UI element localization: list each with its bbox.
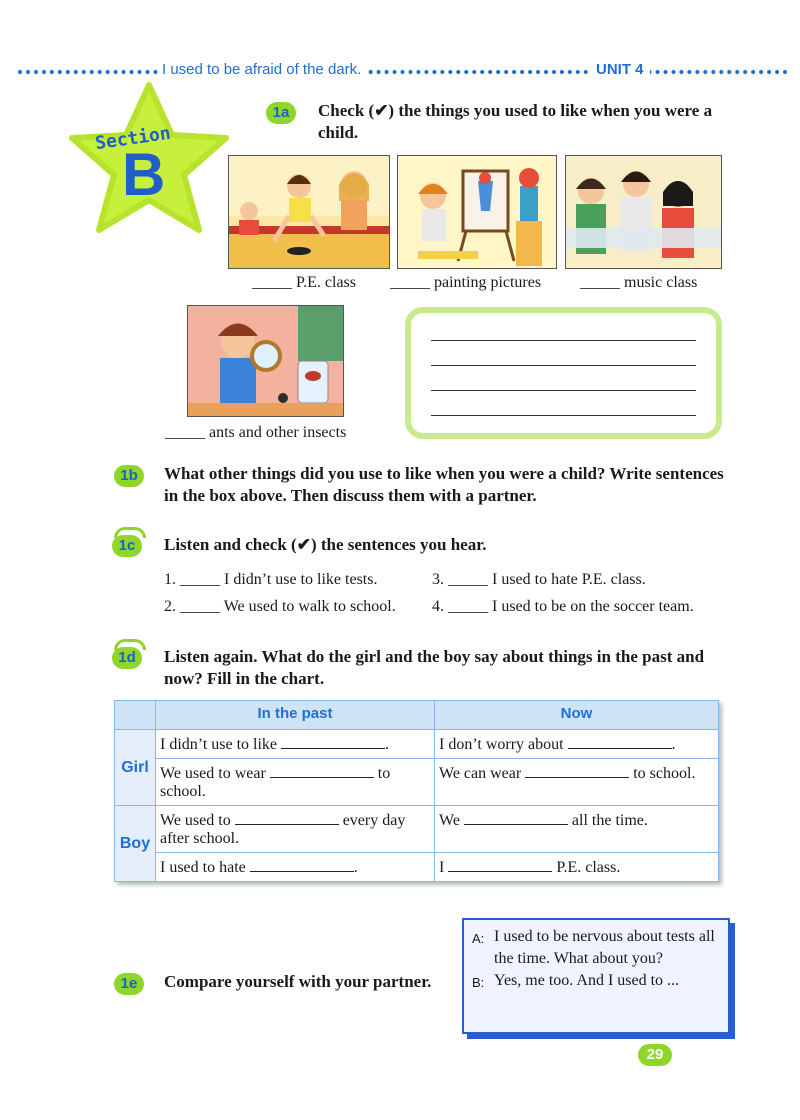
sentence-text: I used to be on the soccer team.	[492, 598, 694, 615]
chart-corner	[115, 701, 156, 730]
answer-blank[interactable]	[525, 763, 629, 778]
answer-blank[interactable]	[270, 763, 374, 778]
dialogue-text-a: I used to be nervous about tests all the time. What about you?	[494, 928, 715, 967]
answer-blank[interactable]	[235, 810, 339, 825]
dialogue-line-a	[472, 926, 720, 970]
activity-1e-badge: 1e	[114, 973, 144, 995]
sentence-blank[interactable]: _____	[180, 598, 220, 615]
sentence-text: I didn’t use to like tests.	[224, 571, 378, 588]
writing-box[interactable]	[405, 307, 722, 439]
music-class-picture	[565, 155, 722, 269]
answer-blank[interactable]	[464, 810, 568, 825]
activity-1a-badge: 1a	[266, 102, 296, 124]
painting-blank[interactable]: _____	[390, 274, 430, 291]
sentence-number: 3.	[432, 571, 444, 588]
pe-class-blank[interactable]: _____	[252, 274, 292, 291]
pe-class-picture	[228, 155, 390, 269]
girl-row-label: Girl	[115, 730, 156, 806]
fill-in-chart	[114, 700, 719, 882]
writing-line[interactable]	[431, 390, 696, 391]
music-class-item	[580, 274, 697, 292]
sentence-2	[164, 598, 396, 616]
activity-1b-instruction: What other things did you use to like when you were a child? Write sentences in the box above. Then discuss them with a partner.	[164, 464, 724, 505]
painting-label: painting pictures	[434, 274, 542, 291]
sentence-1	[164, 571, 377, 589]
pe-class-item	[252, 274, 356, 292]
column-header-now: Now	[435, 701, 719, 730]
pe-class-label: P.E. class	[296, 274, 356, 291]
sentence-number: 2.	[164, 598, 176, 615]
answer-blank[interactable]	[250, 857, 354, 872]
answer-blank[interactable]	[281, 734, 385, 749]
boy-now-1: We all the time.	[435, 806, 719, 853]
boy-past-2: I used to hate .	[156, 853, 435, 882]
boy-past-1: We used to every day after school.	[156, 806, 435, 853]
section-word: Section	[93, 122, 172, 155]
insects-item	[165, 424, 346, 442]
activity-1b-badge: 1b	[114, 465, 144, 487]
sentence-blank[interactable]: _____	[180, 571, 220, 588]
writing-line[interactable]	[431, 415, 696, 416]
girl-past-1: I didn’t use to like .	[156, 730, 435, 759]
dialogue-box	[462, 918, 730, 1034]
boy-row-label: Boy	[115, 806, 156, 882]
speaker-a: A:	[472, 931, 485, 946]
activity-1c-badge: 1c	[112, 535, 142, 557]
sentence-text: I used to hate P.E. class.	[492, 571, 646, 588]
painting-picture	[397, 155, 557, 269]
sentence-blank[interactable]: _____	[448, 598, 488, 615]
sentence-4	[432, 598, 694, 616]
boy-now-2: I P.E. class.	[435, 853, 719, 882]
sentence-number: 4.	[432, 598, 444, 615]
writing-line[interactable]	[431, 340, 696, 341]
insects-label: ants and other insects	[209, 424, 347, 441]
girl-now-2: We can wear to school.	[435, 759, 719, 806]
sentence-blank[interactable]: _____	[448, 571, 488, 588]
header-dotted-rule	[18, 70, 788, 74]
painting-item	[390, 274, 541, 292]
activity-1d-instruction: Listen again. What do the girl and the boy say about things in the past and now? Fill in the chart.	[164, 647, 705, 688]
sentence-text: We used to walk to school.	[223, 598, 396, 615]
answer-blank[interactable]	[448, 857, 552, 872]
activity-1d-badge: 1d	[112, 647, 142, 669]
music-class-label: music class	[624, 274, 698, 291]
lesson-title: I used to be afraid of the dark.	[158, 61, 365, 78]
music-class-blank[interactable]: _____	[580, 274, 620, 291]
section-letter: B	[122, 141, 166, 208]
unit-label: UNIT 4	[590, 61, 650, 78]
insects-picture	[187, 305, 344, 417]
writing-line[interactable]	[431, 365, 696, 366]
sentence-number: 1.	[164, 571, 176, 588]
activity-1c-instruction: Listen and check (✔) the sentences you hear.	[164, 535, 487, 554]
sentence-3	[432, 571, 646, 589]
speaker-b: B:	[472, 975, 485, 990]
dialogue-line-b	[472, 970, 720, 994]
activity-1e-instruction: Compare yourself with your partner.	[164, 972, 432, 991]
column-header-past: In the past	[156, 701, 435, 730]
answer-blank[interactable]	[568, 734, 672, 749]
girl-now-1: I don’t worry about .	[435, 730, 719, 759]
page-number: 29	[638, 1044, 672, 1066]
dialogue-text-b: Yes, me too. And I used to ...	[494, 972, 680, 989]
girl-past-2: We used to wear to school.	[156, 759, 435, 806]
insects-blank[interactable]: _____	[165, 424, 205, 441]
activity-1a-instruction: Check (✔) the things you used to like when you were a child.	[318, 101, 713, 142]
